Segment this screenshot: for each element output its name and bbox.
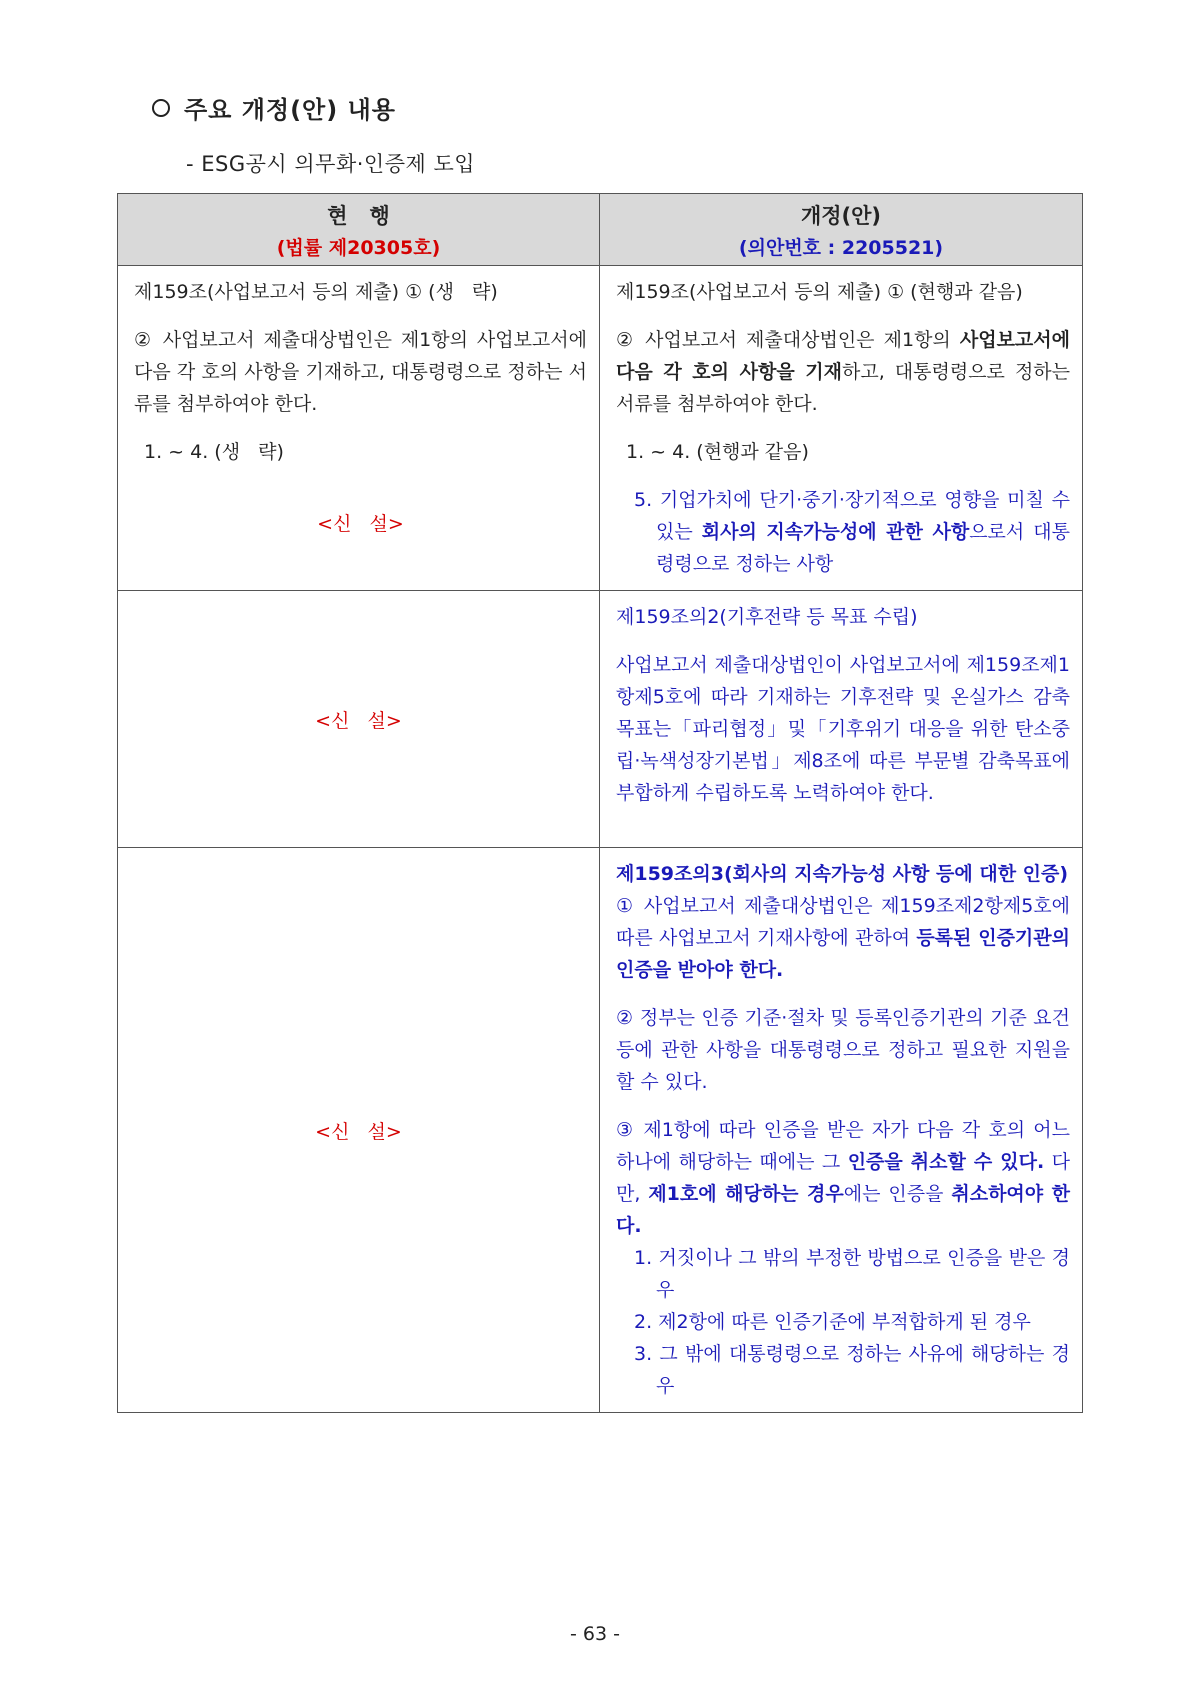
row2-current [118,591,600,848]
row3-right-item3: 3. 그 밖에 대통령령으로 정하는 사유에 해당하는 경우 [634,1343,1070,1397]
row2-right-body: 사업보고서 제출대상법인이 사업보고서에 제159조제1항제5호에 따라 기재하는 기후전략 및 온실가스 감축 목표는「파리협정」및「기후위기 대응을 위한 탄소중립·녹색성장기본법」제8조에 따른 부문별 감축목표에 부합하게 수립하도록 노력하여야 한다. [616,654,1070,804]
row1-revised [600,266,1083,591]
row3-new-mark: <신 설> [315,1120,402,1143]
table-row [118,591,1083,848]
row3-right-para1: ① 사업보고서 제출대상법인은 제159조제2항제5호에 따른 사업보고서 기재사항에 관하여 등록된 인증기관의 인증을 받아야 한다. [616,895,1070,981]
table-header-row [118,194,1083,266]
row2-right-title: 제159조의2(기후전략 등 목표 수립) [616,606,918,628]
row3-right-item1: 1. 거짓이나 그 밖의 부정한 방법으로 인증을 받은 경우 [634,1247,1070,1301]
row1-right-items: 1. ~ 4. (현행과 같음) [626,441,809,463]
table-row [118,266,1083,591]
row1-right-title: 제159조(사업보고서 등의 제출) ① (현행과 같음) [616,281,1023,303]
row3-right-item2: 2. 제2항에 따른 인증기준에 부적합하게 된 경우 [634,1311,1031,1333]
row1-left-para2: ② 사업보고서 제출대상법인은 제1항의 사업보고서에 다음 각 호의 사항을 기재하고, 대통령령으로 정하는 서류를 첨부하여야 한다. [134,329,587,415]
page-number: - 63 - [570,1623,620,1645]
header-revised-sub: (의안번호 : 2205521) [738,236,944,259]
bullet-circle-icon [152,99,170,117]
header-revised [600,194,1083,266]
row3-right-para2: ② 정부는 인증 기준·절차 및 등록인증기관의 기준 요건 등에 관한 사항을 대통령령으로 정하고 필요한 지원을 할 수 있다. [616,1007,1070,1093]
row2-revised [600,591,1083,848]
section-heading [152,90,396,125]
row1-right-item5: 5. 기업가치에 단기·중기·장기적으로 영향을 미칠 수 있는 회사의 지속가능성에 관한 사항으로서 대통령령으로 정하는 사항 [634,489,1070,575]
row3-right-title: 제159조의3(회사의 지속가능성 사항 등에 대한 인증) [616,863,1069,885]
section-subheading: - ESG공시 의무화·인증제 도입 [186,152,476,176]
header-current [118,194,600,266]
row1-right-para2: ② 사업보고서 제출대상법인은 제1항의 사업보고서에 다음 각 호의 사항을 기재하고, 대통령령으로 정하는 서류를 첨부하여야 한다. [616,329,1071,415]
row1-left-items: 1. ~ 4. (생 략) [144,441,284,463]
header-current-title: 현 행 [327,203,390,228]
table-row [118,848,1083,1413]
row2-new-mark: <신 설> [315,709,402,732]
row1-new-mark: <신 설> [317,513,404,535]
row3-current [118,848,600,1413]
comparison-table [117,193,1083,1413]
section-heading-text: 주요 개정(안) 내용 [184,96,396,124]
row1-left-title: 제159조(사업보고서 등의 제출) ① (생 략) [134,281,498,303]
header-current-sub: (법률 제20305호) [276,236,441,259]
row1-current [118,266,600,591]
row3-revised [600,848,1083,1413]
row3-right-para3: ③ 제1항에 따라 인증을 받은 자가 다음 각 호의 어느 하나에 해당하는 때에는 그 인증을 취소할 수 있다. 다만, 제1호에 해당하는 경우에는 인증을 취소하여야 한다. [616,1119,1070,1237]
header-revised-title: 개정(안) [800,203,882,228]
